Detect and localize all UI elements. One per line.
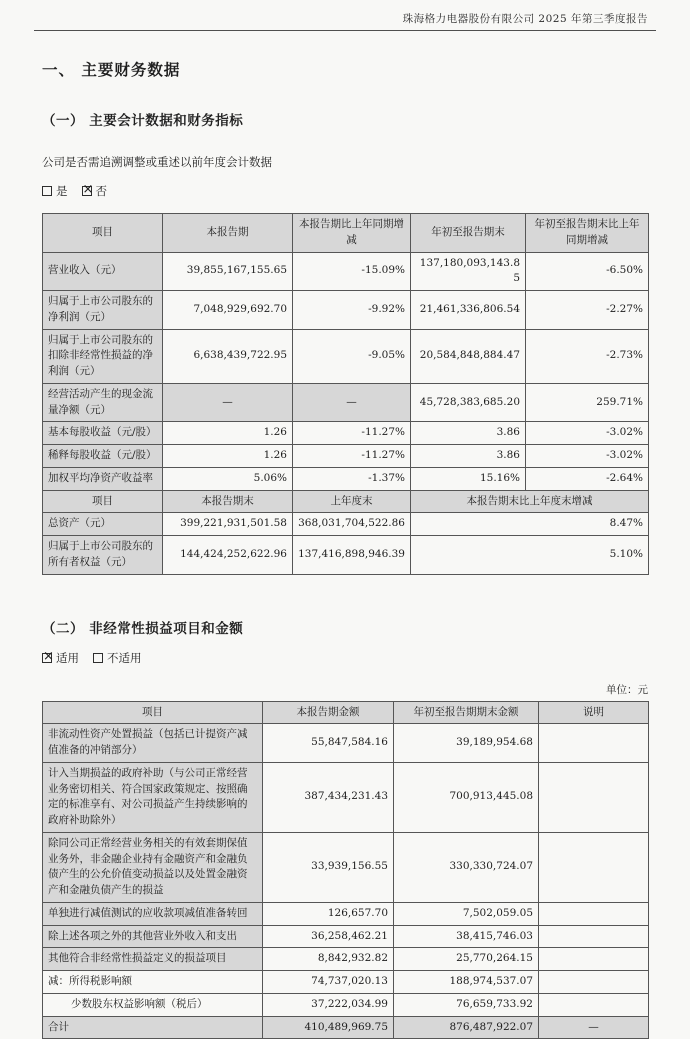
column-header: 项目 <box>43 701 263 724</box>
note-cell <box>539 724 649 763</box>
table-row <box>43 445 649 468</box>
key-financials-table <box>42 213 649 575</box>
value-cell: 7,502,059.05 <box>394 902 539 925</box>
note-cell <box>539 971 649 994</box>
value-cell: 137,416,898,946.39 <box>293 536 411 575</box>
value-cell: -2.73% <box>526 329 649 383</box>
value-cell: -2.64% <box>526 467 649 490</box>
value-cell: 3.86 <box>411 445 526 468</box>
value-cell: 1.26 <box>163 445 293 468</box>
value-cell: 25,770,264.15 <box>394 948 539 971</box>
note-cell <box>539 948 649 971</box>
column-header: 本报告期金额 <box>263 701 394 724</box>
value-cell: 45,728,383,685.20 <box>411 383 526 422</box>
checkbox-not-applicable-icon <box>93 653 103 663</box>
table-row <box>43 536 649 575</box>
non-recurring-items-table <box>42 701 649 1039</box>
table-subheader-row <box>43 490 649 513</box>
option-yes-label: 是 <box>56 183 68 199</box>
table-row <box>43 467 649 490</box>
table-row <box>43 971 649 994</box>
checkbox-yes-icon <box>42 186 52 196</box>
value-cell: 20,584,848,884.47 <box>411 329 526 383</box>
row-label: 合计 <box>43 1016 263 1039</box>
column-header: 本报告期末比上年度末增减 <box>411 490 649 513</box>
table-row <box>43 724 649 763</box>
column-header: 本报告期 <box>163 214 293 253</box>
value-cell: 5.10% <box>411 536 649 575</box>
note-cell <box>539 902 649 925</box>
option-applicable-label: 适用 <box>56 650 79 666</box>
table-row <box>43 993 649 1016</box>
value-cell: -9.92% <box>293 291 411 330</box>
value-cell: -11.27% <box>293 422 411 445</box>
row-label: 稀释每股收益（元/股） <box>43 445 163 468</box>
column-header: 说明 <box>539 701 649 724</box>
check-mark: × <box>43 650 53 663</box>
value-cell: 36,258,462.21 <box>263 925 394 948</box>
column-header: 项目 <box>43 490 163 513</box>
table-header-row <box>43 701 649 724</box>
value-cell: -1.37% <box>293 467 411 490</box>
note-cell <box>539 762 649 832</box>
table-row <box>43 832 649 902</box>
row-label: 营业收入（元） <box>43 252 163 291</box>
value-cell: 126,657.70 <box>263 902 394 925</box>
value-cell: 8,842,932.82 <box>263 948 394 971</box>
table-row <box>43 329 649 383</box>
empty-value-cell: — <box>293 383 411 422</box>
row-label: 除同公司正常经营业务相关的有效套期保值业务外，非金融企业持有金融资产和金融负债产生的公允价值变动损益以及处置金融资产和金融负债产生的损益 <box>43 832 263 902</box>
empty-value-cell: — <box>163 383 293 422</box>
note-cell <box>539 832 649 902</box>
value-cell: 3.86 <box>411 422 526 445</box>
row-label: 归属于上市公司股东的净利润（元） <box>43 291 163 330</box>
value-cell: 1.26 <box>163 422 293 445</box>
value-cell: -2.27% <box>526 291 649 330</box>
table-row <box>43 762 649 832</box>
value-cell: 700,913,445.08 <box>394 762 539 832</box>
row-label: 总资产（元） <box>43 513 163 536</box>
table-row <box>43 383 649 422</box>
value-cell: 137,180,093,143.85 <box>411 252 526 291</box>
value-cell: 6,638,439,722.95 <box>163 329 293 383</box>
value-cell: 39,855,167,155.65 <box>163 252 293 291</box>
row-label: 少数股东权益影响额（税后） <box>43 993 263 1016</box>
value-cell: 410,489,969.75 <box>263 1016 394 1039</box>
value-cell: 330,330,724.07 <box>394 832 539 902</box>
restatement-question: 公司是否需追溯调整或重述以前年度会计数据 <box>42 154 648 170</box>
table-header-row <box>43 214 649 253</box>
table-row <box>43 513 649 536</box>
row-label: 归属于上市公司股东的所有者权益（元） <box>43 536 163 575</box>
column-header: 年初至报告期末比上年同期增减 <box>526 214 649 253</box>
table-row <box>43 948 649 971</box>
table-row <box>43 902 649 925</box>
note-cell <box>539 993 649 1016</box>
value-cell: 7,048,929,692.70 <box>163 291 293 330</box>
value-cell: 5.06% <box>163 467 293 490</box>
checkbox-no-checked-icon <box>82 186 92 196</box>
value-cell: 399,221,931,501.58 <box>163 513 293 536</box>
row-label: 非流动性资产处置损益（包括已计提资产减值准备的冲销部分） <box>43 724 263 763</box>
column-header: 年初至报告期期末金额 <box>394 701 539 724</box>
column-header: 上年度末 <box>293 490 411 513</box>
value-cell: 368,031,704,522.86 <box>293 513 411 536</box>
value-cell: -15.09% <box>293 252 411 291</box>
note-cell <box>539 925 649 948</box>
row-label: 经营活动产生的现金流量净额（元） <box>43 383 163 422</box>
value-cell: -3.02% <box>526 445 649 468</box>
row-label: 归属于上市公司股东的扣除非经常性损益的净利润（元） <box>43 329 163 383</box>
value-cell: -3.02% <box>526 422 649 445</box>
table-row <box>43 291 649 330</box>
checkbox-applicable-checked-icon <box>42 653 52 663</box>
option-not-applicable-label: 不适用 <box>107 650 142 666</box>
table-row <box>43 422 649 445</box>
note-cell: — <box>539 1016 649 1039</box>
value-cell: 76,659,733.92 <box>394 993 539 1016</box>
value-cell: 259.71% <box>526 383 649 422</box>
value-cell: 21,461,336,806.54 <box>411 291 526 330</box>
row-label: 加权平均净资产收益率 <box>43 467 163 490</box>
value-cell: -11.27% <box>293 445 411 468</box>
header-divider <box>34 30 656 31</box>
unit-label: 单位：元 <box>42 682 648 697</box>
value-cell: 144,424,252,622.96 <box>163 536 293 575</box>
value-cell: 188,974,537.07 <box>394 971 539 994</box>
restatement-options <box>42 183 648 199</box>
section2-title: （二） 非经常性损益项目和金额 <box>42 617 648 637</box>
value-cell: 39,189,954.68 <box>394 724 539 763</box>
value-cell: 37,222,034.99 <box>263 993 394 1016</box>
value-cell: -9.05% <box>293 329 411 383</box>
row-label: 基本每股收益（元/股） <box>43 422 163 445</box>
table-total-row <box>43 1016 649 1039</box>
table-row <box>43 925 649 948</box>
section1-subtitle: （一） 主要会计数据和财务指标 <box>42 109 648 129</box>
applicability-options <box>42 650 648 666</box>
table-row <box>43 252 649 291</box>
value-cell: 15.16% <box>411 467 526 490</box>
row-label: 减：所得税影响额 <box>43 971 263 994</box>
value-cell: -6.50% <box>526 252 649 291</box>
column-header: 年初至报告期末 <box>411 214 526 253</box>
column-header: 本报告期比上年同期增减 <box>293 214 411 253</box>
value-cell: 876,487,922.07 <box>394 1016 539 1039</box>
row-label: 单独进行减值测试的应收款项减值准备转回 <box>43 902 263 925</box>
column-header: 本报告期末 <box>163 490 293 513</box>
value-cell: 38,415,746.03 <box>394 925 539 948</box>
row-label: 除上述各项之外的其他营业外收入和支出 <box>43 925 263 948</box>
doc-header-title: 珠海格力电器股份有限公司 2025 年第三季度报告 <box>42 6 648 26</box>
value-cell: 74,737,020.13 <box>263 971 394 994</box>
section1-title: 一、 主要财务数据 <box>42 58 648 80</box>
column-header: 项目 <box>43 214 163 253</box>
value-cell: 8.47% <box>411 513 649 536</box>
check-mark: × <box>83 183 93 196</box>
row-label: 计入当期损益的政府补助（与公司正常经营业务密切相关、符合国家政策规定、按照确定的标准享有、对公司损益产生持续影响的政府补助除外） <box>43 762 263 832</box>
value-cell: 55,847,584.16 <box>263 724 394 763</box>
value-cell: 33,939,156.55 <box>263 832 394 902</box>
value-cell: 387,434,231.43 <box>263 762 394 832</box>
row-label: 其他符合非经常性损益定义的损益项目 <box>43 948 263 971</box>
option-no-label: 否 <box>96 183 108 199</box>
